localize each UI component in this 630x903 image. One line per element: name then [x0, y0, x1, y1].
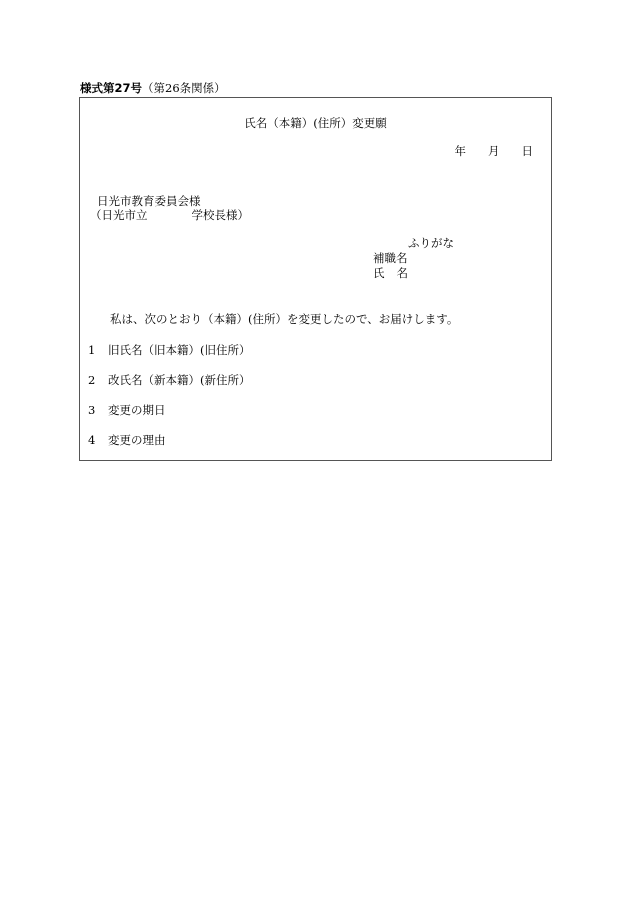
- name-label-part-2: 名: [396, 266, 408, 280]
- list-item: [88, 433, 166, 447]
- item-number: 3: [88, 403, 96, 417]
- addressee-school-suffix: 学校長様）: [191, 208, 249, 222]
- form-frame: [79, 97, 552, 461]
- form-header: [80, 80, 226, 96]
- item-number: 4: [88, 433, 96, 447]
- item-label: 変更の期日: [108, 403, 166, 417]
- addressee-line-2: [90, 208, 249, 222]
- addressee-school-prefix: （日光市立: [90, 208, 148, 222]
- date-line: [455, 144, 534, 158]
- form-title: 氏名（本籍）(住所）変更願: [244, 116, 387, 130]
- item-label: 変更の理由: [108, 433, 166, 447]
- applicant-name-label: [373, 266, 408, 280]
- name-label-part-1: 氏: [373, 266, 385, 280]
- date-day-label: 日: [521, 144, 533, 158]
- date-year-label: 年: [454, 144, 466, 158]
- item-number: 2: [88, 373, 96, 387]
- date-month-label: 月: [488, 144, 500, 158]
- form-number: 様式第27号: [80, 81, 143, 95]
- list-item: [88, 343, 251, 357]
- author-position-label: 補職名: [373, 251, 408, 265]
- furigana-label: ふりがな: [408, 236, 454, 250]
- form-relation: （第26条関係）: [142, 81, 226, 95]
- addressee-line-1: 日光市教育委員会様: [97, 194, 201, 208]
- list-item: [88, 403, 166, 417]
- item-label: 改氏名（新本籍）(新住所）: [108, 373, 251, 387]
- item-label: 旧氏名（旧本籍）(旧住所）: [108, 343, 251, 357]
- list-item: [88, 373, 251, 387]
- statement-text: 私は、次のとおり（本籍）(住所）を変更したので、お届けします。: [110, 312, 459, 326]
- item-number: 1: [88, 343, 96, 357]
